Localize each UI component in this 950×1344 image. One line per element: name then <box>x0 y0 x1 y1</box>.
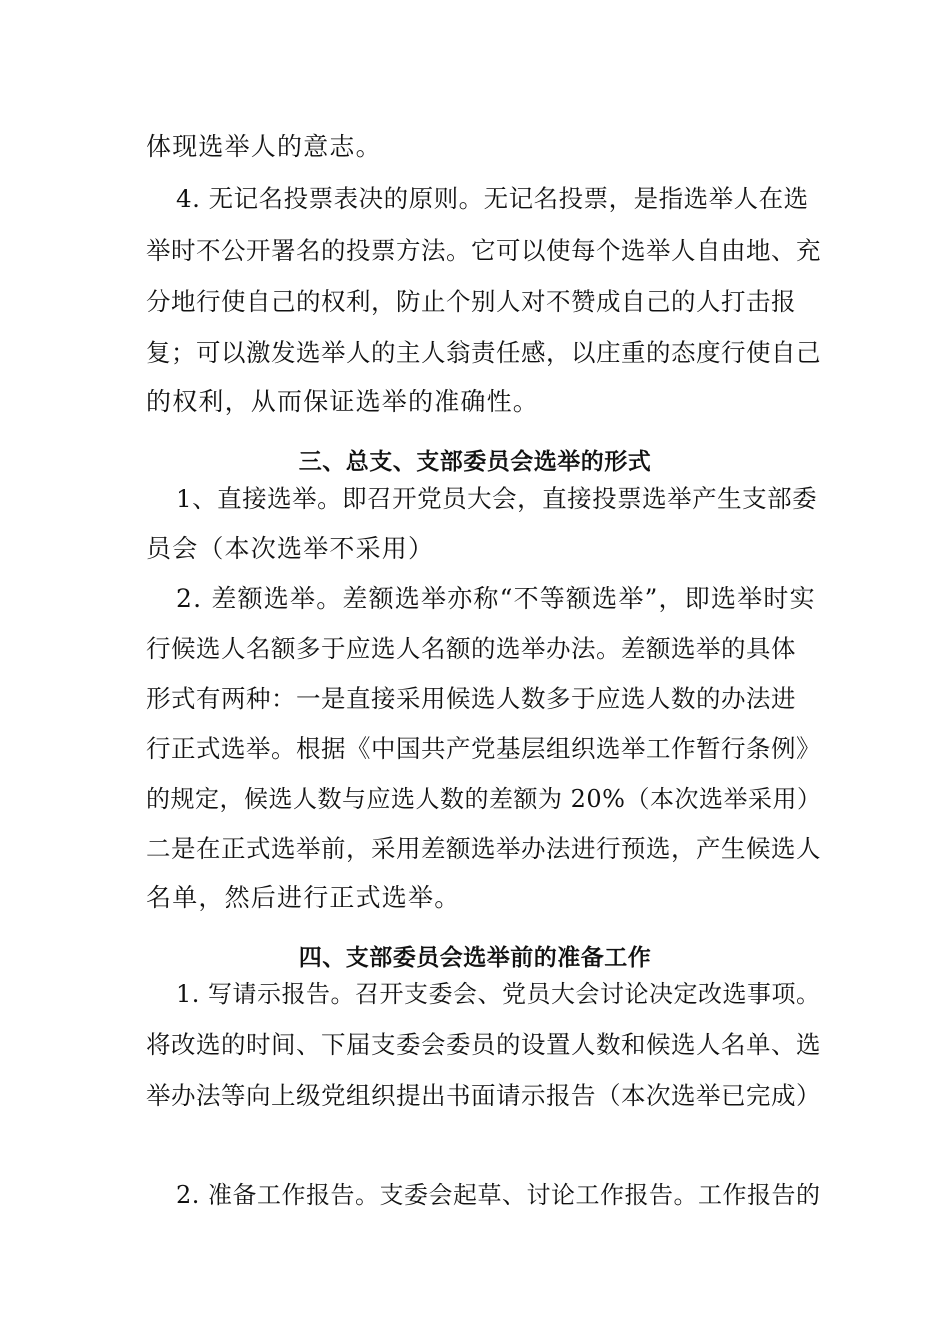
text-line: 行候选人名额多于应选人名额的选举办法。差额选举的具体 <box>146 634 796 663</box>
text-line: 二是在正式选举前，采用差额选举办法进行预选，产生候选人 <box>146 834 821 863</box>
section-heading: 三、总支、支部委员会选举的形式 <box>298 449 652 475</box>
text-line: 行正式选举。根据《中国共产党基层组织选举工作暂行条例》 <box>146 734 821 763</box>
text-line: 形式有两种：一是直接采用候选人数多于应选人数的办法进 <box>146 684 796 713</box>
text-line: 1、直接选举。即召开党员大会，直接投票选举产生支部委 <box>176 484 818 513</box>
text-line: 名单，然后进行正式选举。 <box>146 883 461 912</box>
text-line: 员会（本次选举不采用） <box>146 534 435 563</box>
text-line: 举办法等向上级党组织提出书面请示报告（本次选举已完成） <box>146 1081 821 1110</box>
text-line: 2. 差额选举。差额选举亦称“不等额选举”，即选举时实 <box>176 584 816 613</box>
text-line: 的权利，从而保证选举的准确性。 <box>146 387 540 416</box>
text-line: 1. 写请示报告。召开支委会、党员大会讨论决定改选事项。 <box>176 980 821 1008</box>
text-line: 举时不公开署名的投票方法。它可以使每个选举人自由地、充 <box>146 236 821 265</box>
text-line: 4. 无记名投票表决的原则。无记名投票，是指选举人在选 <box>176 184 809 213</box>
text-line: 复；可以激发选举人的主人翁责任感，以庄重的态度行使自己 <box>146 338 821 367</box>
text-line: 将改选的时间、下届支委会委员的设置人数和候选人名单、选 <box>146 1030 821 1059</box>
text-line: 体现选举人的意志。 <box>146 132 382 161</box>
text-line: 的规定，候选人数与应选人数的差额为 20%（本次选举采用） <box>146 785 822 813</box>
text-line: 2. 准备工作报告。支委会起草、讨论工作报告。工作报告的 <box>176 1181 821 1209</box>
text-line: 分地行使自己的权利，防止个别人对不赞成自己的人打击报 <box>146 287 796 316</box>
section-heading: 四、支部委员会选举前的准备工作 <box>298 945 652 971</box>
